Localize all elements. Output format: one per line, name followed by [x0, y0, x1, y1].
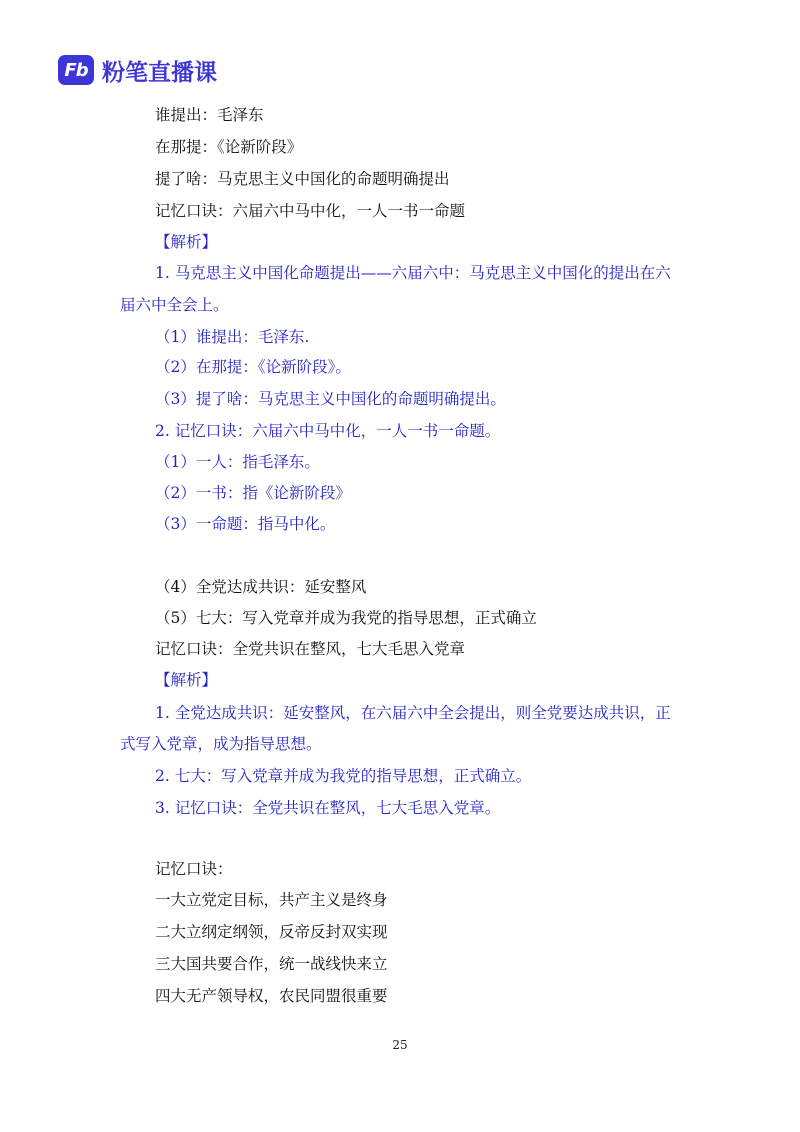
analysis-b-point-1-cont: 式写入党章，成为指导思想。 [120, 735, 322, 753]
item-5: （5）七大：写入党章并成为我党的指导思想，正式确立 [155, 609, 537, 627]
analysis-1-sub-2: （2）在那提：《论新阶段》。 [155, 358, 351, 376]
analysis-1-point-1: 1. 马克思主义中国化命题提出——六届六中：马克思主义中国化的提出在六 [155, 264, 671, 282]
analysis-1-point-2: 2. 记忆口诀：六届六中马中化，一人一书一命题。 [155, 422, 501, 440]
mnemonic-line: 一大立党定目标，共产主义是终身 [155, 891, 388, 909]
who-proposed: 谁提出：毛泽东 [155, 106, 264, 124]
analysis-2-sub-2: （2）一书：指《论新阶段》 [155, 484, 351, 502]
mnemonic-2: 记忆口诀：全党共识在整风，七大毛思入党章 [155, 640, 466, 658]
mnemonic-line: 三大国共要合作，统一战线快来立 [155, 955, 388, 973]
analysis-label-2: 【解析】 [155, 671, 218, 689]
analysis-label-1: 【解析】 [155, 233, 218, 251]
item-4: （4）全党达成共识：延安整风 [155, 578, 367, 596]
analysis-b-point-2: 2. 七大：写入党章并成为我党的指导思想，正式确立。 [155, 767, 532, 785]
analysis-1-sub-3: （3）提了啥：马克思主义中国化的命题明确提出。 [155, 390, 506, 408]
analysis-1-point-1-cont: 届六中全会上。 [120, 296, 229, 314]
mnemonic-line: 二大立纲定纲领，反帝反封双实现 [155, 923, 388, 941]
logo-mark: Fb [58, 55, 94, 85]
brand-logo [58, 52, 217, 88]
analysis-b-point-3: 3. 记忆口诀：全党共识在整风，七大毛思入党章。 [155, 799, 501, 817]
page-number: 25 [392, 1038, 408, 1052]
mnemonic-1: 记忆口诀：六届六中马中化，一人一书一命题 [155, 202, 466, 220]
where-proposed: 在那提：《论新阶段》 [155, 138, 303, 156]
analysis-b-point-1: 1. 全党达成共识：延安整风，在六届六中全会提出，则全党要达成共识，正 [155, 704, 671, 722]
analysis-2-sub-1: （1）一人：指毛泽东。 [155, 453, 320, 471]
analysis-1-sub-1: （1）谁提出：毛泽东. [155, 328, 310, 346]
brand-name: 粉笔直播课 [102, 59, 217, 86]
mnemonic-line: 四大无产领导权，农民同盟很重要 [155, 987, 388, 1005]
mnemonic-title: 记忆口诀： [155, 860, 233, 878]
analysis-2-sub-3: （3）一命题：指马中化。 [155, 515, 336, 533]
what-proposed: 提了啥：马克思主义中国化的命题明确提出 [155, 170, 450, 188]
